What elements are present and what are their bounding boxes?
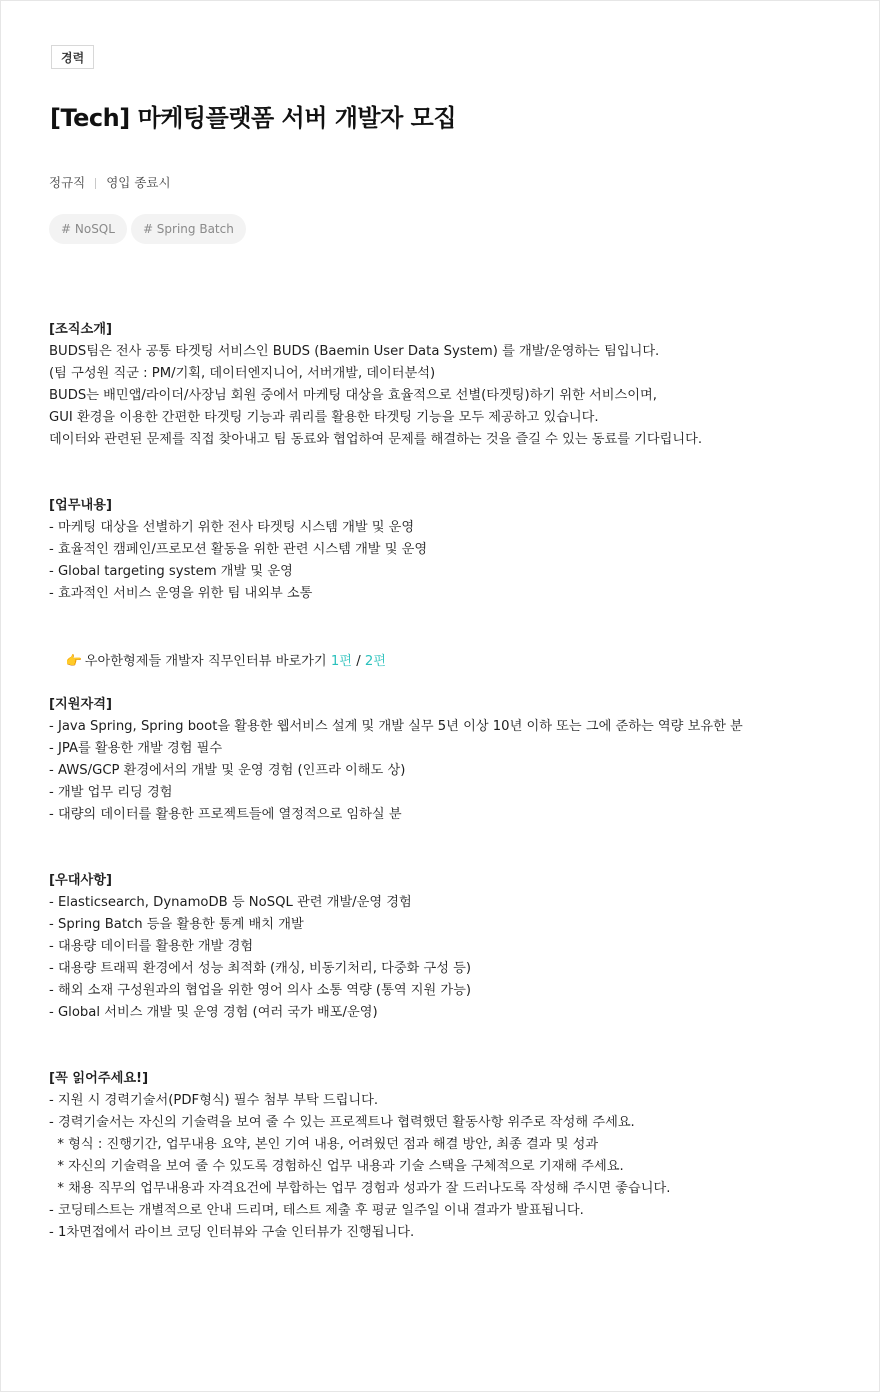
org-line: (팀 구성원 직군 : PM/기획, 데이터엔지니어, 서버개발, 데이터분석) (49, 366, 436, 381)
job-meta (49, 173, 171, 193)
org-line: BUDS는 배민앱/라이더/사장님 회원 중에서 마케팅 대상을 효율적으로 선별(타겟팅)하기 위한 서비스이며, (49, 388, 657, 403)
notice-line: - 지원 시 경력기술서(PDF형식) 필수 첨부 부탁 드립니다. (49, 1093, 379, 1108)
section-heading-preferred: [우대사항] (49, 873, 113, 888)
qualification-line: - AWS/GCP 환경에서의 개발 및 운영 경험 (인프라 이해도 상) (49, 763, 406, 778)
line-spacer (49, 605, 849, 627)
qualification-line: - JPA를 활용한 개발 경험 필수 (49, 741, 223, 756)
preferred-line: - Spring Batch 등을 활용한 통계 배치 개발 (49, 917, 304, 932)
preferred-line: - Global 서비스 개발 및 운영 경험 (여러 국가 배포/운영) (49, 1005, 378, 1020)
preferred-line: - 대용량 데이터를 활용한 개발 경험 (49, 939, 254, 954)
preferred-line: - 해외 소재 구성원과의 협업을 위한 영어 의사 소통 역량 (통역 지원 가능) (49, 983, 472, 998)
section-heading-notice: [꼭 읽어주세요!] (49, 1071, 149, 1086)
pointing-hand-icon: 👉 (65, 654, 83, 669)
section-spacer (49, 451, 849, 495)
tag-spring-batch[interactable]: # Spring Batch (131, 214, 246, 244)
interview-link-row (49, 627, 849, 669)
employment-type: 정규직 (49, 175, 86, 190)
preferred-line: - Elasticsearch, DynamoDB 등 NoSQL 관련 개발/운영 경험 (49, 895, 412, 910)
tag-nosql[interactable]: # NoSQL (49, 214, 127, 244)
notice-line: - 코딩테스트는 개별적으로 안내 드리며, 테스트 제출 후 평균 일주일 이내 결과가 발표됩니다. (49, 1203, 584, 1218)
section-spacer (49, 1024, 849, 1068)
interview-link-part1[interactable]: 1편 (330, 654, 353, 669)
interview-text: 우아한형제들 개발자 직무인터뷰 바로가기 (84, 654, 327, 669)
work-line: - 효과적인 서비스 운영을 위한 팀 내외부 소통 (49, 586, 313, 601)
tag-list (49, 214, 246, 244)
work-line: - Global targeting system 개발 및 운영 (49, 564, 293, 579)
page-title: [Tech] 마케팅플랫폼 서버 개발자 모집 (50, 104, 457, 132)
org-line: GUI 환경을 이용한 간편한 타겟팅 기능과 쿼리를 활용한 타겟팅 기능을 모두 제공하고 있습니다. (49, 410, 599, 425)
section-heading-work: [업무내용] (49, 498, 113, 513)
qualification-line: - 대량의 데이터를 활용한 프로젝트들에 열정적으로 임하실 분 (49, 807, 402, 822)
interview-link-part2[interactable]: 2편 (364, 654, 387, 669)
section-heading-org: [조직소개] (49, 322, 113, 337)
notice-line: * 형식 : 진행기간, 업무내용 요약, 본인 기여 내용, 어려웠던 점과 해결 방안, 최종 결과 및 성과 (49, 1137, 599, 1152)
notice-line: - 1차면접에서 라이브 코딩 인터뷰와 구술 인터뷰가 진행됩니다. (49, 1225, 415, 1240)
work-line: - 효율적인 캠페인/프로모션 활동을 위한 관련 시스템 개발 및 운영 (49, 542, 428, 557)
interview-link-slash: / (356, 654, 361, 669)
org-line: BUDS팀은 전사 공통 타겟팅 서비스인 BUDS (Baemin User Data System) 를 개발/운영하는 팀입니다. (49, 344, 660, 359)
org-line: 데이터와 관련된 문제를 직접 찾아내고 팀 동료와 협업하여 문제를 해결하는 것을 즐길 수 있는 동료를 기다립니다. (49, 432, 703, 447)
work-line: - 마케팅 대상을 선별하기 위한 전사 타겟팅 시스템 개발 및 운영 (49, 520, 415, 535)
notice-line: * 채용 직무의 업무내용과 자격요건에 부합하는 업무 경험과 성과가 잘 드러나도록 작성해 주시면 좋습니다. (49, 1181, 671, 1196)
notice-line: * 자신의 기술력을 보여 줄 수 있도록 경험하신 업무 내용과 기술 스택을 구체적으로 기재해 주세요. (49, 1159, 624, 1174)
career-badge: 경력 (51, 45, 94, 69)
job-description (49, 319, 849, 1244)
notice-line: - 경력기술서는 자신의 기술력을 보여 줄 수 있는 프로젝트나 협력했던 활동사항 위주로 작성해 주세요. (49, 1115, 635, 1130)
section-heading-qualifications: [지원자격] (49, 697, 113, 712)
qualification-line: - 개발 업무 리딩 경험 (49, 785, 173, 800)
deadline: 영입 종료시 (106, 175, 171, 190)
meta-divider (95, 178, 96, 189)
section-spacer (49, 826, 849, 870)
preferred-line: - 대용량 트래픽 환경에서 성능 최적화 (캐싱, 비동기처리, 다중화 구성 등) (49, 961, 472, 976)
qualification-line: - Java Spring, Spring boot을 활용한 웹서비스 설계 및 개발 실무 5년 이상 10년 이하 또는 그에 준하는 역량 보유한 분 (49, 719, 743, 734)
